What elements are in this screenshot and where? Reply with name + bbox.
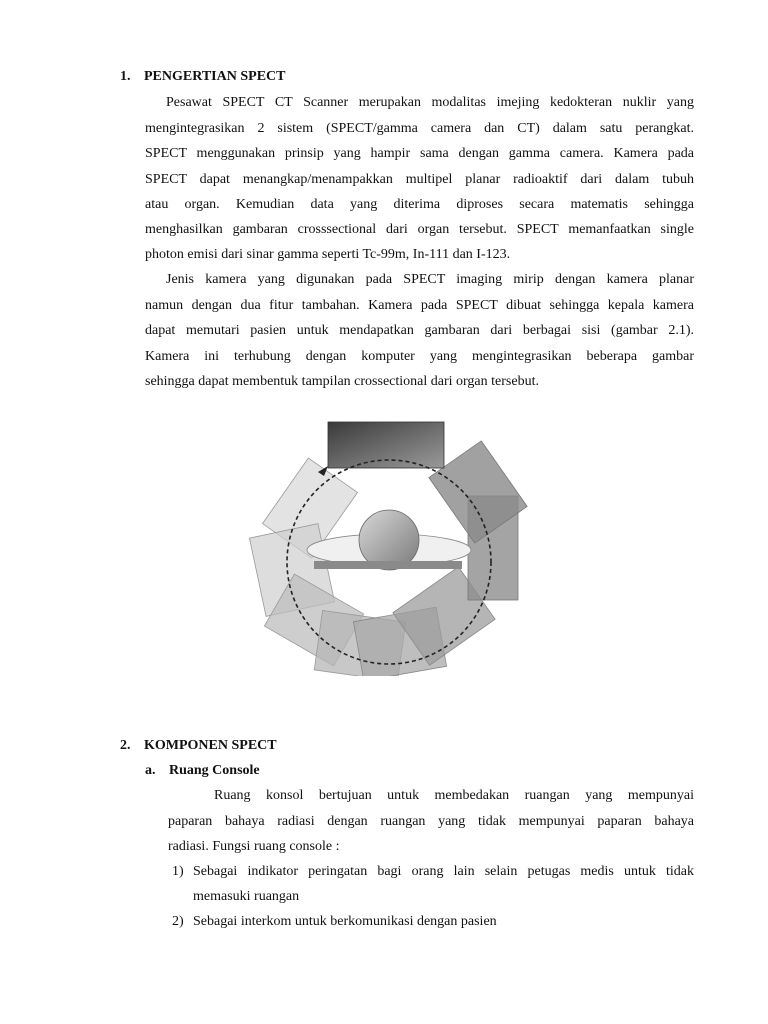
- section-1-heading: [120, 68, 285, 86]
- section-2-title: KOMPONEN SPECT: [144, 738, 277, 753]
- para2-line: dapat memutari pasien untuk mendapatkan gambaran dari berbagai sisi (gambar 2.1).: [145, 323, 694, 338]
- subsection-a-line: radiasi. Fungsi ruang console :: [168, 839, 340, 854]
- section-1-number: 1.: [120, 69, 131, 84]
- subsection-a-line: paparan bahaya radiasi dengan ruangan yang tidak mempunyai paparan bahaya: [168, 814, 694, 829]
- list-item-number: 2): [172, 914, 184, 929]
- para2-line: sehingga dapat membentuk tampilan crossectional dari organ tersebut.: [145, 374, 539, 389]
- list-item-number: 1): [172, 864, 184, 879]
- list-item-text: Sebagai indikator peringatan bagi orang lain selain petugas medis untuk tidak: [193, 864, 694, 879]
- camera-head-top: [328, 422, 444, 468]
- section-2-number: 2.: [120, 738, 131, 753]
- para2-line: Jenis kamera yang digunakan pada SPECT imaging mirip dengan kamera planar: [166, 272, 694, 287]
- para1-line: Pesawat SPECT CT Scanner merupakan modalitas imejing kedokteran nuklir yang: [166, 95, 694, 110]
- subsection-a-letter: a.: [145, 763, 156, 778]
- para1-line: SPECT menggunakan prinsip yang hampir sama dengan gamma camera. Kamera pada: [145, 146, 694, 161]
- para1-line: atau organ. Kemudian data yang diterima diproses secara matematis sehingga: [145, 197, 694, 212]
- list-item-text: Sebagai interkom untuk berkomunikasi dengan pasien: [193, 914, 497, 929]
- subsection-a-line: Ruang konsol bertujuan untuk membedakan ruangan yang mempunyai: [214, 788, 694, 803]
- section-1-title: PENGERTIAN SPECT: [144, 69, 286, 84]
- para1-line: menghasilkan gambaran crosssectional dari organ tersebut. SPECT memanfaatkan single: [145, 222, 694, 237]
- subsection-a-title: Ruang Console: [169, 763, 260, 778]
- spect-rotation-figure: [248, 420, 530, 676]
- list-item-text: memasuki ruangan: [193, 889, 300, 904]
- para1-line: photon emisi dari sinar gamma seperti Tc-99m, In-111 dan I-123.: [145, 247, 511, 262]
- para2-line: Kamera ini terhubung dengan komputer yang mengintegrasikan beberapa gambar: [145, 349, 694, 364]
- para2-line: namun dengan dua fitur tambahan. Kamera pada SPECT dibuat sehingga kepala kamera: [145, 298, 694, 313]
- patient-bed: [314, 561, 462, 569]
- section-2-heading: [120, 737, 277, 755]
- para1-line: SPECT dapat menangkap/menampakkan multipel planar radioaktif dari dalam tubuh: [145, 172, 694, 187]
- para1-line: mengintegrasikan 2 sistem (SPECT/gamma camera dan CT) dalam satu perangkat.: [145, 121, 694, 136]
- subsection-a-heading: [145, 762, 260, 780]
